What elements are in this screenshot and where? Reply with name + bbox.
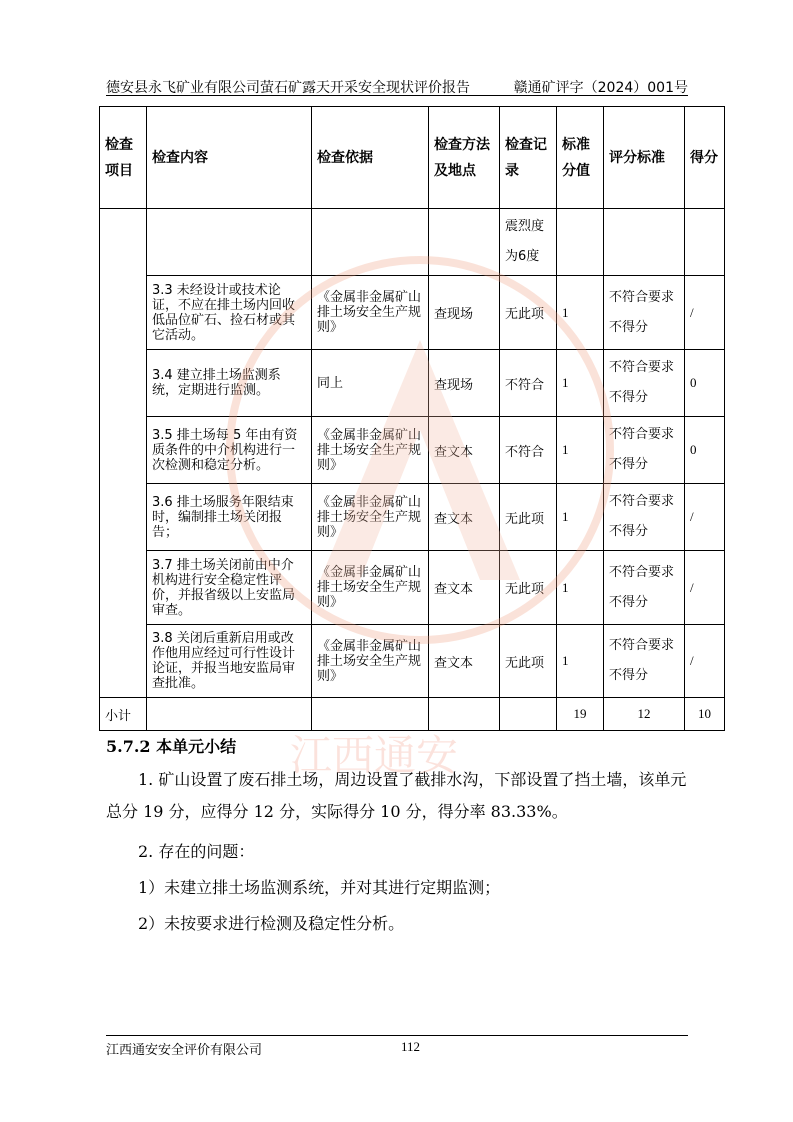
table-header-row (100, 107, 725, 209)
score: 0 (685, 417, 725, 484)
check-content: 3.7 排土场关闭前由中介机构进行安全稳定性评价，并报省级以上安监局审查。 (147, 551, 312, 625)
header-content: 检查内容 (147, 107, 312, 209)
check-method: 查现场 (429, 276, 500, 350)
check-method: 查文本 (429, 625, 500, 698)
inspection-table (99, 106, 725, 731)
report-title: 德安县永飞矿业有限公司萤石矿露天开采安全现状评价报告 (106, 80, 470, 96)
score: / (685, 551, 725, 625)
table-row (100, 484, 725, 551)
check-record: 无此项 (500, 551, 557, 625)
standard-score: 1 (557, 350, 604, 417)
subtotal-std: 19 (557, 698, 604, 731)
issue-item: 2）未按要求进行检测及稳定性分析。 (138, 914, 405, 933)
check-content: 3.5 排土场每 5 年由有资质条件的中介机构进行一次检测和稳定分析。 (147, 417, 312, 484)
subtotal-row (100, 698, 725, 731)
check-record: 无此项 (500, 625, 557, 698)
check-method: 查现场 (429, 350, 500, 417)
scoring-criteria: 不符合要求不得分 (604, 625, 685, 698)
check-basis: 《金属非金属矿山排土场安全生产规则》 (312, 417, 429, 484)
scoring-criteria: 不符合要求不得分 (604, 350, 685, 417)
standard-score: 1 (557, 551, 604, 625)
section-title: 5.7.2 本单元小结 (106, 737, 237, 756)
score: / (685, 484, 725, 551)
scoring-criteria: 不符合要求不得分 (604, 484, 685, 551)
score: 0 (685, 350, 725, 417)
table-row (100, 551, 725, 625)
score: / (685, 276, 725, 350)
standard-score: 1 (557, 417, 604, 484)
check-record: 不符合 (500, 417, 557, 484)
issues-heading: 2. 存在的问题： (138, 842, 255, 861)
check-basis: 《金属非金属矿山排土场安全生产规则》 (312, 551, 429, 625)
header-criteria: 评分标准 (604, 107, 685, 209)
header-method: 检查方法及地点 (429, 107, 500, 209)
check-method: 查文本 (429, 551, 500, 625)
scoring-criteria: 不符合要求不得分 (604, 417, 685, 484)
page-header (106, 77, 688, 96)
header-record: 检查记录 (500, 107, 557, 209)
subtotal-score: 10 (685, 698, 725, 731)
report-number: 赣通矿评字（2024）001号 (513, 80, 688, 96)
check-basis: 《金属非金属矿山排土场安全生产规则》 (312, 625, 429, 698)
check-method: 查文本 (429, 417, 500, 484)
page-number: 112 (401, 1039, 421, 1054)
watermark-text: 江西通安 (290, 731, 459, 780)
standard-score: 1 (557, 484, 604, 551)
issue-item: 1）未建立排土场监测系统，并对其进行定期监测； (138, 878, 501, 897)
score: / (685, 625, 725, 698)
scoring-criteria: 不符合要求不得分 (604, 276, 685, 350)
check-basis: 《金属非金属矿山排土场安全生产规则》 (312, 484, 429, 551)
footer-company: 江西通安安全评价有限公司 (106, 1043, 263, 1058)
standard-score: 1 (557, 625, 604, 698)
table-row (100, 350, 725, 417)
table-row (100, 625, 725, 698)
continuation-record: 震烈度为6度 (500, 209, 557, 276)
check-content: 3.6 排土场服务年限结束时，编制排土场关闭报告； (147, 484, 312, 551)
check-method: 查文本 (429, 484, 500, 551)
check-basis: 同上 (312, 350, 429, 417)
header-basis: 检查依据 (312, 107, 429, 209)
check-record: 无此项 (500, 276, 557, 350)
check-record: 不符合 (500, 350, 557, 417)
item-cell (100, 209, 147, 698)
scoring-criteria: 不符合要求不得分 (604, 551, 685, 625)
check-content: 3.3 未经设计或技术论证，不应在排土场内回收低品位矿石、捡石材或其它活动。 (147, 276, 312, 350)
table-row (100, 417, 725, 484)
header-item: 检查项目 (100, 107, 147, 209)
check-content: 3.4 建立排土场监测系统，定期进行监测。 (147, 350, 312, 417)
subtotal-criteria: 12 (604, 698, 685, 731)
standard-score: 1 (557, 276, 604, 350)
summary-paragraph: 1. 矿山设置了废石排土场，周边设置了截排水沟，下部设置了挡土墙，该单元总分 19 分，应得分 12 分，实际得分 10 分，得分率 83.33%。 (106, 770, 687, 821)
page-footer (106, 1035, 688, 1056)
table-row (100, 209, 725, 276)
subtotal-label: 小计 (100, 698, 147, 731)
check-basis: 《金属非金属矿山排土场安全生产规则》 (312, 276, 429, 350)
header-std: 标准分值 (557, 107, 604, 209)
table-row (100, 276, 725, 350)
check-record: 无此项 (500, 484, 557, 551)
check-content: 3.8 关闭后重新启用或改作他用应经过可行性设计论证，并报当地安监局审查批准。 (147, 625, 312, 698)
header-score: 得分 (685, 107, 725, 209)
